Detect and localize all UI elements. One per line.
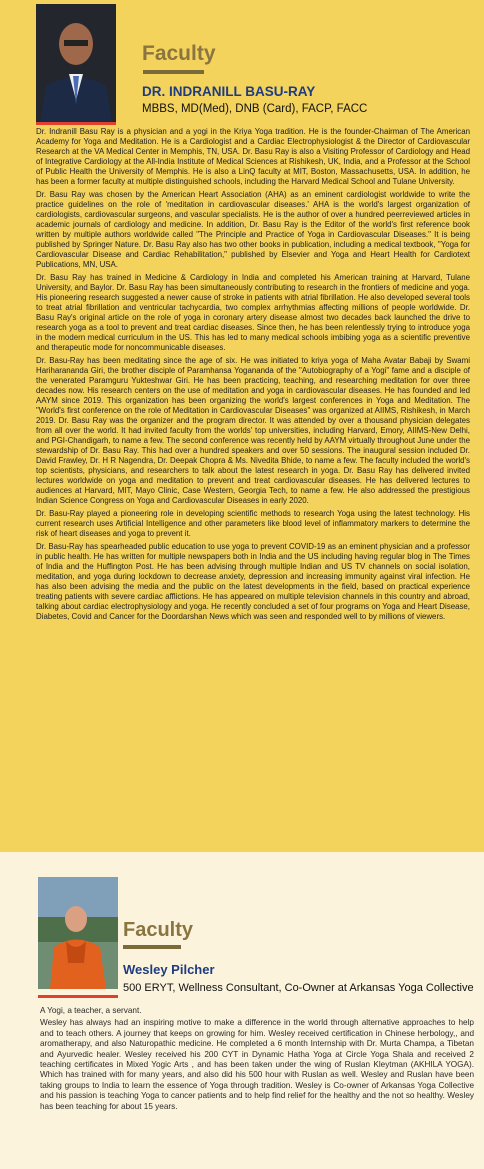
faculty-name: DR. INDRANILL BASU-RAY xyxy=(142,84,316,99)
photo-accent-bar xyxy=(38,995,118,998)
faculty-name: Wesley Pilcher xyxy=(123,962,215,977)
bio-tagline: A Yogi, a teacher, a servant. xyxy=(40,1006,142,1015)
bio-paragraph: Dr. Basu Ray has trained in Medicine & Cardiology in India and completed his American training at Harvard, Tulane University, and Baylor. Dr. Basu Ray has been simultaneously contributing to research in the frontiers of medicine and yoga. His pioneering research suggested a newer cause of stroke in patients with atrial fibrillation. He also developed several tools to treat atrial fibrillation and ventricular tachycardia, two complex arrhythmias affecting millions of people worldwide. Dr. Basu Ray's original article on the role of yoga in coronary artery disease almost two decades back launched the drive to research yoga as a tool to prevent and treat cardiac diseases. Since then, he has been relentlessly trying to introduce yoga in the modern medical curriculum in the US. This has led to many medical schools imbibing yoga as a scientific preventive and therapeutic mode for noncommunicable diseases. xyxy=(36,273,470,352)
portrait-photo-basu-ray xyxy=(36,4,116,122)
heading-underline xyxy=(143,70,204,74)
faculty-bio xyxy=(36,127,470,625)
bio-paragraph: Dr. Indranill Basu Ray is a physician and a yogi in the Kriya Yoga tradition. He is the founder-Chairman of The American Academy for Yoga and Meditation. He is a Cardiologist and a Cardiac Electrophysiologist & the Director of Cardiovascular Research at the VA Medical Center in Memphis, TN, USA. Dr. Basu Ray is also a Visiting Professor of Cardiology and Head of Integrative Cardiology at the All-India Institute of Medical Sciences at Rishikesh, UK, India, and a Professor at the School of Public Health the University of Memphis. He is also a LinQ faculty at MIT, Boston, Massachusetts, USA. In addition, he has been a former faculty at multiple distinguished schools, including the Harvard Medical School and Tulane University. xyxy=(36,127,470,186)
bio-paragraph: Dr. Basu-Ray has been meditating since the age of six. He was initiated to kriya yoga of Maha Avatar Babaji by Swami Hariharananda Giri, the brother disciple of Paramhansa Yogananda of the "Autobiography of a Yogi" fame and a disciple of the venerated Paramguru Yukteshwar Giri. He has been practicing, teaching, and researching meditation for over three decades now. His research centers on the use of meditation and yoga in cardiovascular diseases. He has founded and led AAYM since 2019. This organization has been organizing the world's largest conferences in Yoga and Meditation. The "World's first conference on the role of Meditation in Cardiovascular Diseases" was organized at AIIMS, Rishikesh, in March 2019. Dr. Basu Ray was the organizer and the program director. It was attended by over a thousand physician delegates from all over the world. It had invited faculty from the worlds' top universities, including Harvard, Emory, AIIMS-New Delhi, and PGI-Chandigarh, to name a few. The second conference was recently held by AAYM virtually throughout June under the stewardship of Dr. Basu Ray. This had over a hundred speakers and over 50 sessions. The inaugural session included Dr. David Frawley, Dr. H R Nagendra, Dr. Deepak Chopra & Ms. Nivedita Bhide, to name a few. The faculty included the world's top scientists, physicians, and researchers to talk about the latest research in yoga. Dr. Basu Ray has delivered invited lectures worldwide on yoga and meditation to prevent and treat cardiovascular diseases. He has delivered lectures to audiences at Harvard, MIT, Mayo Clinic, Case Western, Georgia Tech, to name a few. He also addressed the prestigious Indian Science Congress on Yoga and Cardiovascular Diseases in early 2020. xyxy=(36,356,470,505)
faculty-credentials: MBBS, MD(Med), DNB (Card), FACP, FACC xyxy=(142,103,368,115)
bio-paragraph: Dr. Basu Ray was chosen by the American Heart Association (AHA) as an eminent cardiologist worldwide to write the practice guidelines on the role of 'meditation in cardiovascular diseases.' AHA is the world's largest organization of cardiologists, cardiovascular surgeons, and vascular specialists. He is the author of over a hundred peerreviewed articles in academic journals of cardiology and medicine. In addition, Dr. Basu Ray is the Editor of the world's first reference book written by multiple authors worldwide called "The Principle and Practice of Yoga in Cardiovascular Diseases." It is being published by Springer Nature. Dr. Basu Ray also has two other books in publication, including a medical textbook, "Yoga for Cardiovascular Disease and Cardiac Rehabilitation," published by Elsevier and Yoga and Heart Health for Cardiotext Publications, MN, USA. xyxy=(36,190,470,269)
photo-accent-bar xyxy=(36,122,116,125)
portrait-photo-pilcher xyxy=(38,877,118,989)
bio-paragraph: Wesley has always had an inspiring motive to make a difference in the world through alternative approaches to help and to teach others. A journey that keeps on growing for him. Wesley received certification in Chinese herbology,, and aromatherapy, and also Naturopathic medicine. He completed a 6 month Internship with Dr. Murta Champa, a Tibetan and Ayurvedic healer. Wesley received his 200 CYT in Dynamic Hatha Yoga at Circle Yoga Shala and received 2 teaching certificates in Mixed Yogic Arts , and has been taken under the wing of Ruslan Kleytman (AKHILA YOGA). Which has trained with for many years, and also did his 500 hour with Ruslan as well. Wesley and Ruslan have been taking groups to India to learn the essence of Yoga through tradition. Wesley is Co-owner of Arkansas Yoga Collective and his passion is teaching Yoga to cancer patients and to help find relief for the healthy and the not so healthy. Wesley has been teaching for about 15 years. xyxy=(40,1018,474,1111)
faculty-credentials: 500 ERYT, Wellness Consultant, Co-Owner at Arkansas Yoga Collective xyxy=(123,982,474,994)
bio-paragraph: Dr. Basu-Ray played a pioneering role in developing scientific methods to research Yoga using the latest technology. His current research uses Artificial Intelligence and other parameters like blood level of inflammatory markers to determine the risk of heart diseases and yoga to prevent it. xyxy=(36,509,470,538)
section-heading: Faculty xyxy=(142,42,216,65)
bio-paragraph: Dr. Basu-Ray has spearheaded public education to use yoga to prevent COVID-19 as an eminent physician and a professor in public health. He has written for multiple newspapers both in India and the US including having regular blog in The Times of India and the Huffington Post. He has been advising through multiple Indian and US TV channels on social isolation, meditation, and yoga during lockdown to decrease anxiety, depression and increasing immunity against viral infection. He has also been advising the media and the public on the latest developments in the field, based on practical experience treating patients with severe cardiac afflictions. He has appeared on multiple television channels in this country and abroad, talking about cardiac electrophysiology and yoga. He recently concluded a set of four programs on Yoga and Heart Disease, Diabetes, Covid and Cancer for the Doordarshan News which was seen and responded well to by millions of viewers. xyxy=(36,542,470,621)
faculty-bio xyxy=(40,1006,474,1114)
heading-underline xyxy=(123,945,181,949)
section-heading: Faculty xyxy=(123,919,194,941)
